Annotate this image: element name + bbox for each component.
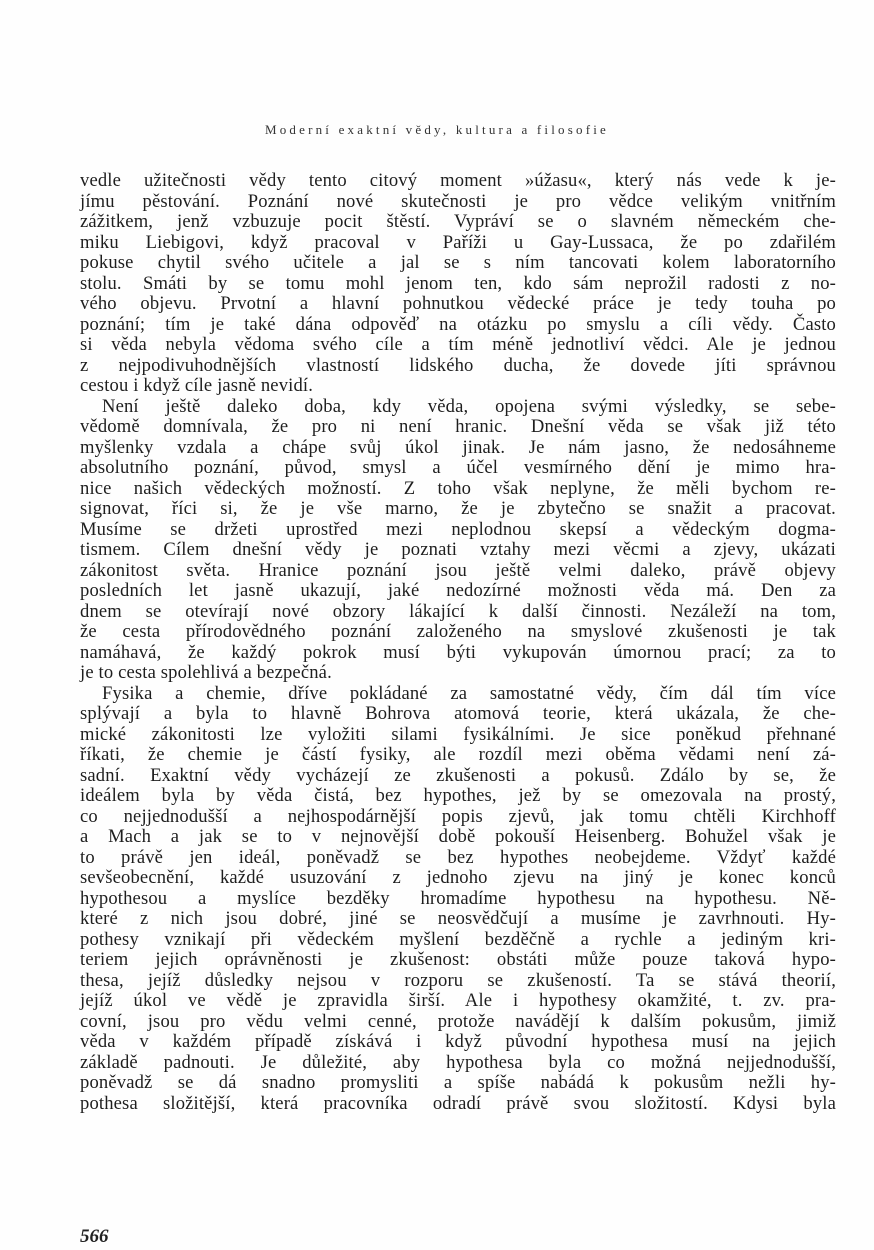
text-line: miku Liebigovi, když pracoval v Paříži u Gay-Lussaca, že po zdařilém	[80, 231, 836, 253]
text-line: hypothesou a myslíce bezděky hromadíme hypothesu na hypothesu. Ně-	[80, 887, 836, 909]
text-line: dnem se otevírají nové obzory lákající k další činnosti. Nezáleží na tom,	[80, 600, 836, 622]
text-line: si věda nebyla vědoma svého cíle a tím méně jednotliví vědci. Ale je jednou	[80, 334, 836, 355]
text-line: cestou i když cíle jasně nevidí.	[80, 375, 314, 396]
text-line: teriem jejich oprávněnosti je zkušenost: obstáti může pouze taková hypo-	[80, 949, 836, 970]
page-number: 566	[80, 1226, 109, 1247]
text-line: vědomě domnívala, že pro ni není hranic. Dnešní věda se však již této	[80, 416, 836, 437]
text-line: sevšeobecnění, každé usuzování z jednoho zjevu na jiný je konec konců	[80, 867, 836, 888]
text-line: zážitkem, jenž vzbuzuje pocit štěstí. Vypráví se o slavném německém che-	[80, 211, 836, 232]
text-line: pokuse chytil svého učitele a jal se s ním tancovati kolem laboratorního	[80, 252, 836, 273]
text-line: stolu. Smáti by se tomu mohl jenom ten, kdo sám neprožil radosti z no-	[80, 272, 836, 294]
text-line: tismem. Cílem dnešní vědy je poznati vztahy mezi věcmi a zjevy, ukázati	[80, 539, 836, 560]
text-line: jejíž úkol ve vědě je zpravidla širší. Ale i hypothesy okamžité, t. zv. pra-	[80, 990, 836, 1011]
text-line: které z nich jsou dobré, jiné se neosvědčují a musíme je zavrhnouti. Hy-	[80, 908, 836, 929]
text-line: Není ještě daleko doba, kdy věda, opojena svými výsledky, se sebe-	[102, 395, 836, 417]
text-line: absolutního poznání, původ, smysl a účel vesmírného dění je mimo hra-	[80, 457, 836, 478]
text-line: splývají a byla to hlavně Bohrova atomová teorie, která ukázala, že che-	[80, 703, 836, 724]
text-line: věda v každém případě získává i když původní hypothesa musí na jejich	[80, 1031, 836, 1052]
text-line: poznání; tím je také dána odpověď na otázku po smyslu a cíli vědy. Často	[80, 313, 836, 335]
text-line: nice našich vědeckých možností. Z toho však neplyne, že měli bychom re-	[80, 477, 836, 499]
text-line: je to cesta spolehlivá a bezpečná.	[80, 662, 332, 683]
text-line: vého objevu. Prvotní a hlavní pohnutkou vědecké práce je tedy touha po	[80, 293, 836, 314]
text-line: poněvadž se dá snadno promysliti a spíše nabádá k pokusům nežli hy-	[80, 1072, 836, 1093]
text-line: mické zákonitosti lze vyložiti silami fysikálními. Je sice poněkud přehnané	[80, 723, 836, 745]
text-line: pothesy vznikají při vědeckém myšlení bezděčně a rychle a jediným kri-	[80, 928, 836, 950]
text-line: vedle užitečnosti vědy tento citový moment »úžasu«, který nás vede k je-	[80, 170, 836, 191]
text-line: jímu pěstování. Poznání nové skutečnosti je pro vědce velikým vnitřním	[80, 190, 836, 212]
running-head: Moderní exaktní vědy, kultura a filosofie	[264, 122, 610, 137]
text-line: to právě jen ideál, poněvadž se bez hypothes neobejdeme. Vždyť každé	[80, 846, 836, 868]
text-line: ideálem byla by věda čistá, bez hypothes, jež by se omezovala na prostý,	[80, 785, 836, 806]
text-line: covní, jsou pro vědu velmi cenné, protože navádějí k dalším pokusům, jimiž	[80, 1010, 836, 1032]
text-line: Musíme se držeti uprostřed mezi neplodnou skepsí a vědeckým dogma-	[80, 518, 836, 540]
text-line: pothesa složitější, která pracovníka odradí právě svou složitostí. Kdysi byla	[80, 1092, 836, 1114]
text-line: že cesta přírodovědného poznání založeného na smyslové zkušenosti je tak	[80, 621, 836, 642]
text-line: namáhavá, že každý pokrok musí býti vykupován úmornou prací; za to	[80, 641, 836, 663]
text-line: co nejjednodušší a nejhospodárnější popis zjevů, jak tomu chtěli Kirchhoff	[80, 805, 836, 827]
text-line: Fysika a chemie, dříve pokládané za samostatné vědy, čím dál tím více	[102, 682, 836, 704]
text-line: sadní. Exaktní vědy vycházejí ze zkušenosti a pokusů. Zdálo by se, že	[80, 764, 836, 786]
text-line: a Mach a jak se to v nejnovější době pokouší Heisenberg. Bohužel však je	[80, 826, 836, 847]
body-text	[80, 171, 836, 1114]
text-line: posledních let jasně ukazují, jaké nedozírné možnosti věda má. Den za	[80, 580, 836, 601]
text-line: signovat, říci si, že je vše marno, že je zbytečno se snažit a pracovat.	[80, 498, 836, 519]
text-line: thesa, jejíž důsledky nejsou v rozporu se zkušeností. Ta se stává theorií,	[80, 969, 836, 991]
text-line: říkati, že chemie je částí fysiky, ale rozdíl mezi oběma vědami není zá-	[80, 744, 836, 765]
text-line: zákonitost světa. Hranice poznání jsou ještě velmi daleko, právě objevy	[80, 559, 836, 581]
text-line: z nejpodivuhodnějších vlastností lidského ducha, že dovede jíti správnou	[80, 354, 836, 376]
text-line: základě padnouti. Je důležité, aby hypothesa byla co možná nejjednodušší,	[80, 1051, 836, 1073]
text-line: myšlenky vzdala a chápe svůj úkol jinak. Je nám jasno, že nedosáhneme	[80, 436, 836, 458]
